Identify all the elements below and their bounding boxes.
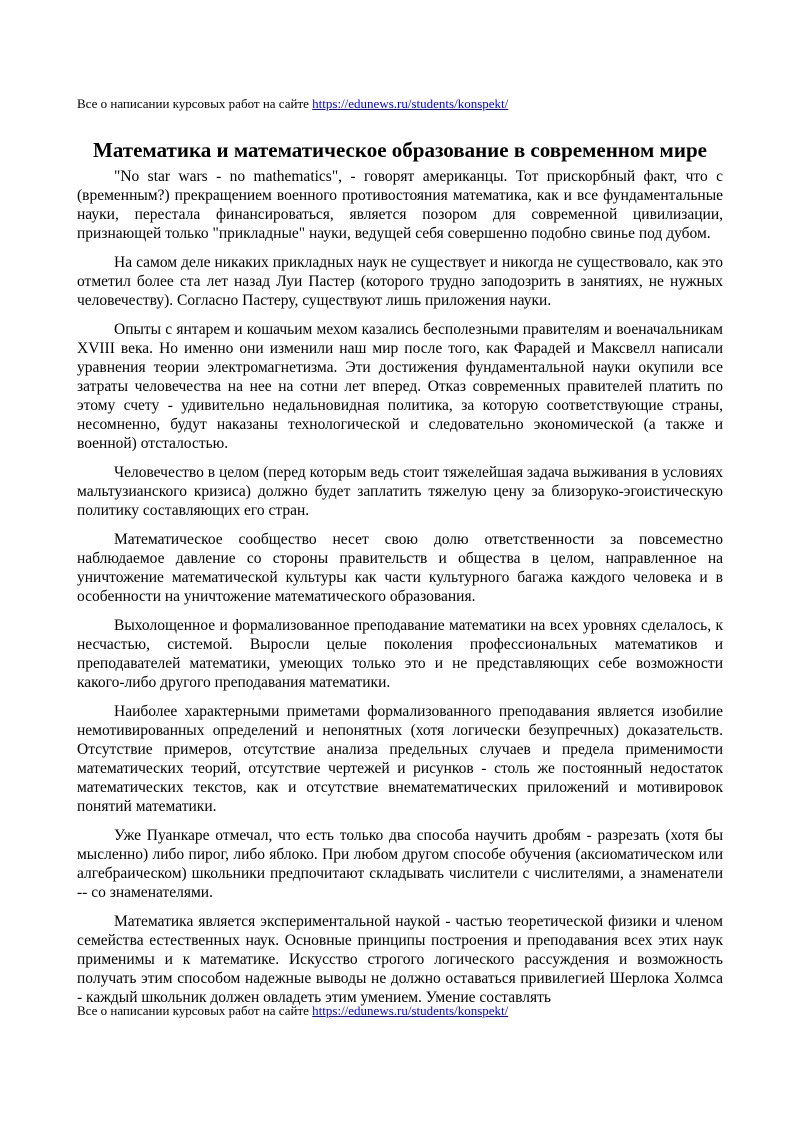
- footer-prefix: Все о написании курсовых работ на сайте: [77, 1003, 313, 1018]
- paragraph-5: Математическое сообщество несет свою долю ответственности за повсеместно наблюдаемое давление со стороны правительств и общества в целом, направленное на уничтожение математической культуры как части культурного багажа каждого человека и в особенности на уничтожение математического образования.: [77, 531, 723, 605]
- paragraph-3: Опыты с янтарем и кошачьим мехом казались бесполезными правителям и военачальникам XVIII века. Но именно они изменили наш мир после того, как Фарадей и Максвелл написали уравнения теории электромагнетизма. Эти достижения фундаментальной науки окупили все затраты человечества на нее на сотни лет вперед. Отказ современных правителей платить по этому счету - удивительно недальновидная политика, за которую соответствующие страны, несомненно, будут наказаны технологической и следовательно экономической (а также и военной) отсталостью.: [77, 321, 723, 452]
- paragraph-9: Математика является экспериментальной наукой - частью теоретической физики и членом семейства естественных наук. Основные принципы построения и преподавания всех этих наук применимы и к математике. Искусство строгого логического рассуждения и возможность получать этим способом надежные выводы не должно оставаться привилегией Шерлока Холмса - каждый школьник должен овладеть этим умением. Умение составлять: [77, 913, 723, 1006]
- document-body: [77, 167, 723, 1017]
- document-title: Математика и математическое образование в современном мире: [93, 138, 707, 162]
- paragraph-6: Выхолощенное и формализованное преподавание математики на всех уровнях сделалось, к несчастью, системой. Выросли целые поколения профессиональных математиков и преподавателей математики, умеющих только это и не представляющих себе возможности какого-либо другого преподавания математики.: [77, 617, 723, 691]
- paragraph-7: Наиболее характерными приметами формализованного преподавания является изобилие немотивированных определений и непонятных (хотя логически безупречных) доказательств. Отсутствие примеров, отсутствие анализа предельных случаев и предела применимости математических теорий, отсутствие чертежей и рисунков - столь же постоянный недостаток математических текстов, как и отсутствие внематематических приложений и мотивировок понятий математики.: [77, 703, 723, 815]
- paragraph-4: Человечество в целом (перед которым ведь стоит тяжелейшая задача выживания в условиях мальтузианского кризиса) должно будет заплатить тяжелую цену за близоруко-эгоистическую политику составляющих его стран.: [77, 464, 723, 519]
- paragraph-8: Уже Пуанкаре отмечал, что есть только два способа научить дробям - разрезать (хотя бы мысленно) либо пирог, либо яблоко. При любом другом способе обучения (аксиоматическом или алгебраическом) школьники предпочитают складывать числители с числителями, а знаменатели -- со знаменателями.: [77, 827, 723, 901]
- footer-link[interactable]: https://edunews.ru/students/konspekt/: [312, 1003, 509, 1018]
- paragraph-2: На самом деле никаких прикладных наук не существует и никогда не существовало, как это отметил более ста лет назад Луи Пастер (которого трудно заподозрить в занятиях, не нужных человечеству). Согласно Пастеру, существуют лишь приложения науки.: [77, 254, 723, 309]
- page-footer: [77, 1003, 508, 1019]
- page-header: [77, 96, 508, 112]
- paragraph-1: "No star wars - no mathematics", - говорят американцы. Тот прискорбный факт, что с (временным?) прекращением военного противостояния математика, как и все фундаментальные науки, перестала финансироваться, является позором для современной цивилизации, признающей только "прикладные" науки, ведущей себя совершенно подобно свинье под дубом.: [77, 168, 723, 242]
- header-prefix: Все о написании курсовых работ на сайте: [77, 96, 313, 111]
- header-link[interactable]: https://edunews.ru/students/konspekt/: [312, 96, 509, 111]
